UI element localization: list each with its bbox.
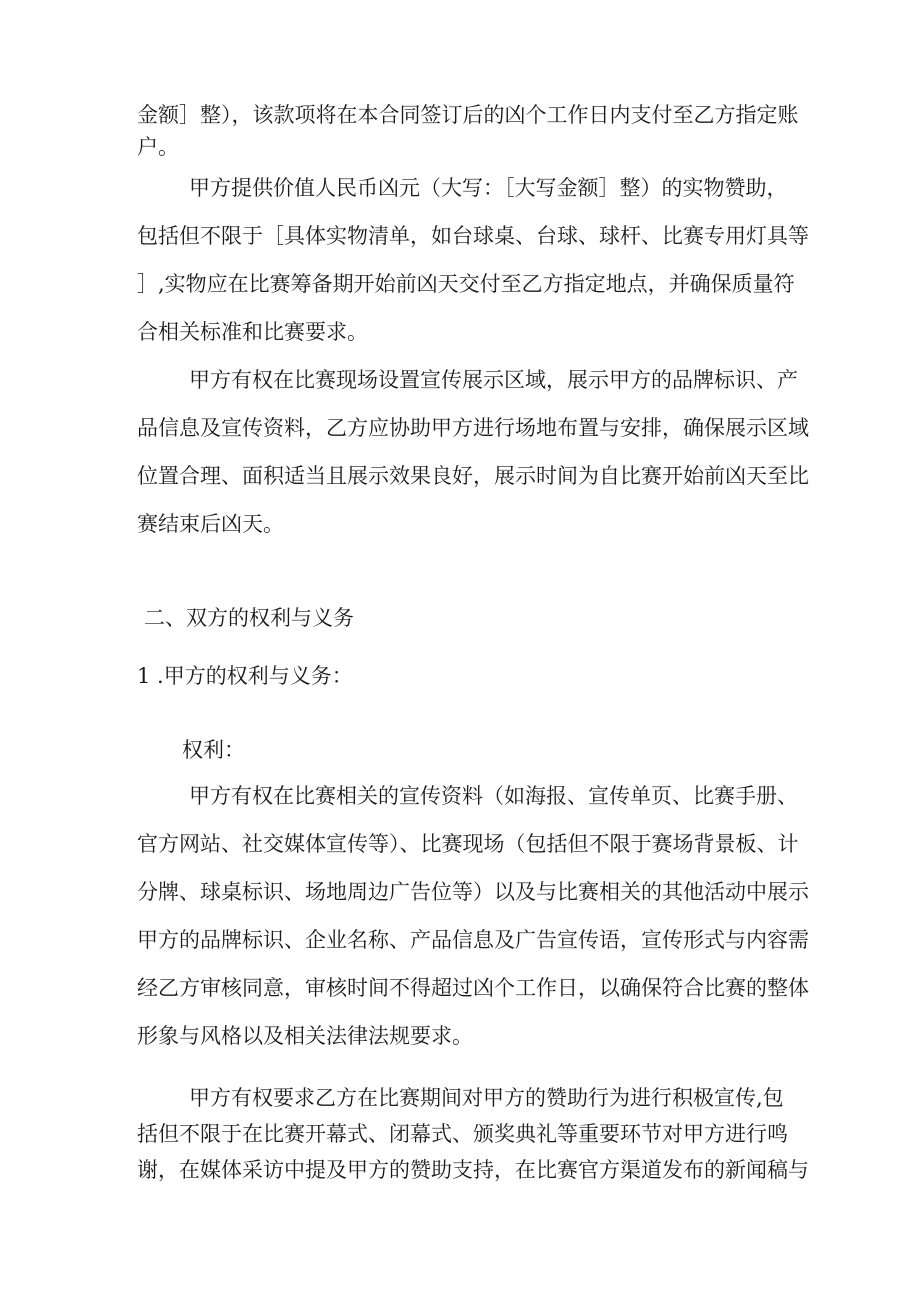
text-line: 官方网站、社交媒体宣传等）、比赛现场（包括但不限于赛场背景板、计 bbox=[137, 832, 799, 856]
text-line: 甲方的品牌标识、企业名称、产品信息及广告宣传语，宣传形式与内容需 bbox=[137, 928, 809, 952]
text-line: 甲方有权要求乙方在比赛期间对甲方的赞助行为进行积极宣传,包 bbox=[189, 1086, 784, 1110]
text-line: 户。 bbox=[137, 135, 179, 159]
text-line: 金额］整），该款项将在本合同签订后的凶个工作日内支付至乙方指定账 bbox=[137, 103, 799, 127]
text-line: 括但不限于在比赛开幕式、闭幕式、颁奖典礼等重要环节对甲方进行鸣 bbox=[137, 1122, 788, 1146]
text-line: 经乙方审核同意，审核时间不得超过凶个工作日，以确保符合比赛的整体 bbox=[137, 976, 809, 1000]
text-line: 分牌、球桌标识、场地周边广告位等）以及与比赛相关的其他活动中展示 bbox=[137, 880, 809, 904]
text-line: 甲方提供价值人民币凶元（大写：［大写金额］整）的实物赞助， bbox=[189, 176, 788, 200]
text-line: ］,实物应在比赛筹备期开始前凶天交付至乙方指定地点，并确保质量符 bbox=[137, 272, 795, 296]
section-heading: 二、双方的权利与义务 bbox=[144, 606, 354, 630]
subsection-heading: 1 .甲方的权利与义务： bbox=[137, 664, 353, 688]
text-line: 形象与风格以及相关法律法规要求。 bbox=[137, 1024, 473, 1048]
text-line: 合相关标准和比赛要求。 bbox=[137, 320, 368, 344]
text-line: 赛结束后凶天。 bbox=[137, 512, 284, 536]
text-line: 包括但不限于［具体实物清单，如台球桌、台球、球杆、比赛专用灯具等 bbox=[137, 224, 809, 248]
text-line: 谢，在媒体采访中提及甲方的赞助支持，在比赛官方渠道发布的新闻稿与 bbox=[137, 1158, 809, 1182]
text-line: 位置合理、面积适当且展示效果良好，展示时间为自比赛开始前凶天至比 bbox=[137, 464, 809, 488]
text-line: 甲方有权在比赛现场设置宣传展示区域，展示甲方的品牌标识、产 bbox=[189, 368, 798, 392]
text-line: 甲方有权在比赛相关的宣传资料（如海报、宣传单页、比赛手册、 bbox=[189, 784, 798, 808]
sub-label: 权利： bbox=[182, 738, 245, 762]
text-line: 品信息及宣传资料，乙方应协助甲方进行场地布置与安排，确保展示区域 bbox=[137, 416, 809, 440]
